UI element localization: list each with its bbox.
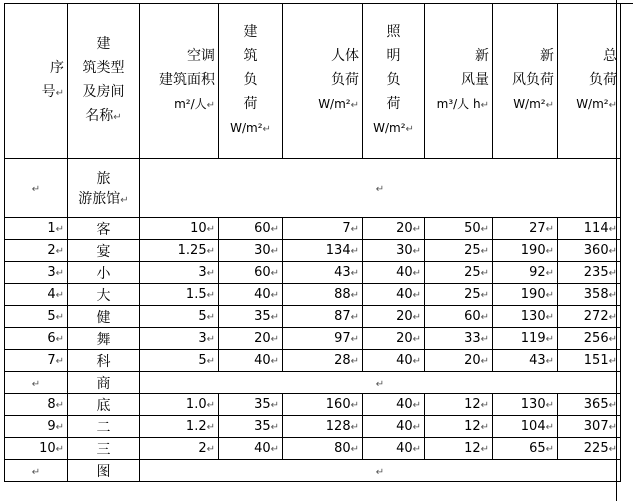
cell-name: 大 xyxy=(68,284,140,306)
right-rule xyxy=(616,0,617,501)
top-stub xyxy=(616,0,633,4)
table-row xyxy=(5,218,621,240)
cell-no: 7↵ xyxy=(5,350,68,372)
cell-total: 114↵ xyxy=(558,218,621,240)
cell-area: 1.25↵ xyxy=(140,240,219,262)
cell-people: 88↵ xyxy=(283,284,363,306)
cell-lighting: 20↵ xyxy=(363,306,425,328)
cell-building: 35↵ xyxy=(219,394,283,416)
cell-name: 宴 xyxy=(68,240,140,262)
cell-fresh_air: 20↵ xyxy=(425,350,493,372)
cell-fresh_air: 60↵ xyxy=(425,306,493,328)
cell-name: 健 xyxy=(68,306,140,328)
cell-lighting: 40↵ xyxy=(363,262,425,284)
cell-building: 35↵ xyxy=(219,416,283,438)
cell-fresh_load: 130↵ xyxy=(493,394,558,416)
cell-area: 3↵ xyxy=(140,328,219,350)
cell-area: 5↵ xyxy=(140,350,219,372)
cell-building: 60↵ xyxy=(219,218,283,240)
cell-total: 358↵ xyxy=(558,284,621,306)
table-row xyxy=(5,306,621,328)
cell-total: 360↵ xyxy=(558,240,621,262)
section-row-commerce: ↵ 商 ↵ xyxy=(5,372,621,394)
cell-area: 2↵ xyxy=(140,438,219,460)
cell-total: 225↵ xyxy=(558,438,621,460)
section-label: 图 xyxy=(68,460,140,482)
cell-people: 128↵ xyxy=(283,416,363,438)
group-label: 旅 游旅馆↵ xyxy=(68,159,140,218)
header-index: 序 号↵ xyxy=(5,4,68,159)
cell-fresh_load: 190↵ xyxy=(493,284,558,306)
cell-lighting: 40↵ xyxy=(363,394,425,416)
cell-no: 6↵ xyxy=(5,328,68,350)
cell-name: 底 xyxy=(68,394,140,416)
cell-lighting: 20↵ xyxy=(363,328,425,350)
cell-fresh_air: 12↵ xyxy=(425,394,493,416)
section-row-library: ↵ 图 ↵ xyxy=(5,460,621,482)
cell-fresh_load: 65↵ xyxy=(493,438,558,460)
cell-no: 1↵ xyxy=(5,218,68,240)
cell-people: 134↵ xyxy=(283,240,363,262)
cell-area: 3↵ xyxy=(140,262,219,284)
cell-no: 3↵ xyxy=(5,262,68,284)
cell-fresh_load: 130↵ xyxy=(493,306,558,328)
cell-no: 8↵ xyxy=(5,394,68,416)
cell-total: 151↵ xyxy=(558,350,621,372)
cell-name: 小 xyxy=(68,262,140,284)
cell-no: 2↵ xyxy=(5,240,68,262)
table-row xyxy=(5,394,621,416)
cell-name: 科 xyxy=(68,350,140,372)
header-row xyxy=(5,4,621,159)
cell-building: 40↵ xyxy=(219,350,283,372)
header-total-load: 总 负荷 W/m²↵ xyxy=(558,4,621,159)
cell-people: 7↵ xyxy=(283,218,363,240)
cell-fresh_air: 25↵ xyxy=(425,262,493,284)
cell-building: 40↵ xyxy=(219,284,283,306)
cell-building: 35↵ xyxy=(219,306,283,328)
cell-area: 1.0↵ xyxy=(140,394,219,416)
cell-people: 97↵ xyxy=(283,328,363,350)
table-row xyxy=(5,284,621,306)
cell-lighting: 40↵ xyxy=(363,350,425,372)
cell-total: 272↵ xyxy=(558,306,621,328)
cell-fresh_load: 27↵ xyxy=(493,218,558,240)
cell-no: 5↵ xyxy=(5,306,68,328)
cell-building: 40↵ xyxy=(219,438,283,460)
section-label: 商 xyxy=(68,372,140,394)
cell-lighting: 40↵ xyxy=(363,284,425,306)
table-body xyxy=(5,4,621,482)
cell-name: 二 xyxy=(68,416,140,438)
cell-fresh_air: 25↵ xyxy=(425,284,493,306)
cell-total: 235↵ xyxy=(558,262,621,284)
cell-total: 256↵ xyxy=(558,328,621,350)
cell-fresh_load: 92↵ xyxy=(493,262,558,284)
cell-no: 9↵ xyxy=(5,416,68,438)
table-row xyxy=(5,416,621,438)
cell-fresh_load: 190↵ xyxy=(493,240,558,262)
cell-no: 10↵ xyxy=(5,438,68,460)
cell-no: 4↵ xyxy=(5,284,68,306)
cell-building: 30↵ xyxy=(219,240,283,262)
cell-people: 43↵ xyxy=(283,262,363,284)
table-row xyxy=(5,328,621,350)
cell-fresh_air: 50↵ xyxy=(425,218,493,240)
header-type: 建 筑类型 及房间 名称↵ xyxy=(68,4,140,159)
cell-area: 1.5↵ xyxy=(140,284,219,306)
cell-people: 87↵ xyxy=(283,306,363,328)
cell-building: 60↵ xyxy=(219,262,283,284)
cell-area: 1.2↵ xyxy=(140,416,219,438)
cell-fresh_air: 12↵ xyxy=(425,438,493,460)
header-area: 空调 建筑面积 m²/人↵ xyxy=(140,4,219,159)
cell-area: 10↵ xyxy=(140,218,219,240)
cell-people: 160↵ xyxy=(283,394,363,416)
cell-people: 28↵ xyxy=(283,350,363,372)
cell-area: 5↵ xyxy=(140,306,219,328)
group-row-hotel: ↵ 旅 游旅馆↵ ↵ xyxy=(5,159,621,218)
cell-fresh_load: 43↵ xyxy=(493,350,558,372)
header-lighting-load: 照 明 负 荷 W/m²↵ xyxy=(363,4,425,159)
header-building-load: 建 筑 负 荷 W/m²↵ xyxy=(219,4,283,159)
cell-people: 80↵ xyxy=(283,438,363,460)
table-row xyxy=(5,350,621,372)
cell-lighting: 20↵ xyxy=(363,218,425,240)
table-row xyxy=(5,262,621,284)
cell-lighting: 40↵ xyxy=(363,416,425,438)
cell-fresh_air: 33↵ xyxy=(425,328,493,350)
cell-fresh_load: 119↵ xyxy=(493,328,558,350)
cell-total: 307↵ xyxy=(558,416,621,438)
cell-name: 舞 xyxy=(68,328,140,350)
header-fresh-air-load: 新 风负荷 W/m²↵ xyxy=(493,4,558,159)
cell-total: 365↵ xyxy=(558,394,621,416)
header-people-load: 人体 负荷 W/m²↵ xyxy=(283,4,363,159)
load-table xyxy=(4,3,621,482)
cell-lighting: 30↵ xyxy=(363,240,425,262)
cell-fresh_load: 104↵ xyxy=(493,416,558,438)
cell-fresh_air: 12↵ xyxy=(425,416,493,438)
cell-building: 20↵ xyxy=(219,328,283,350)
table-row xyxy=(5,438,621,460)
header-fresh-air: 新 风量 m³/人 h↵ xyxy=(425,4,493,159)
cell-name: 客 xyxy=(68,218,140,240)
cell-fresh_air: 25↵ xyxy=(425,240,493,262)
cell-name: 三 xyxy=(68,438,140,460)
table-row xyxy=(5,240,621,262)
cell-lighting: 40↵ xyxy=(363,438,425,460)
